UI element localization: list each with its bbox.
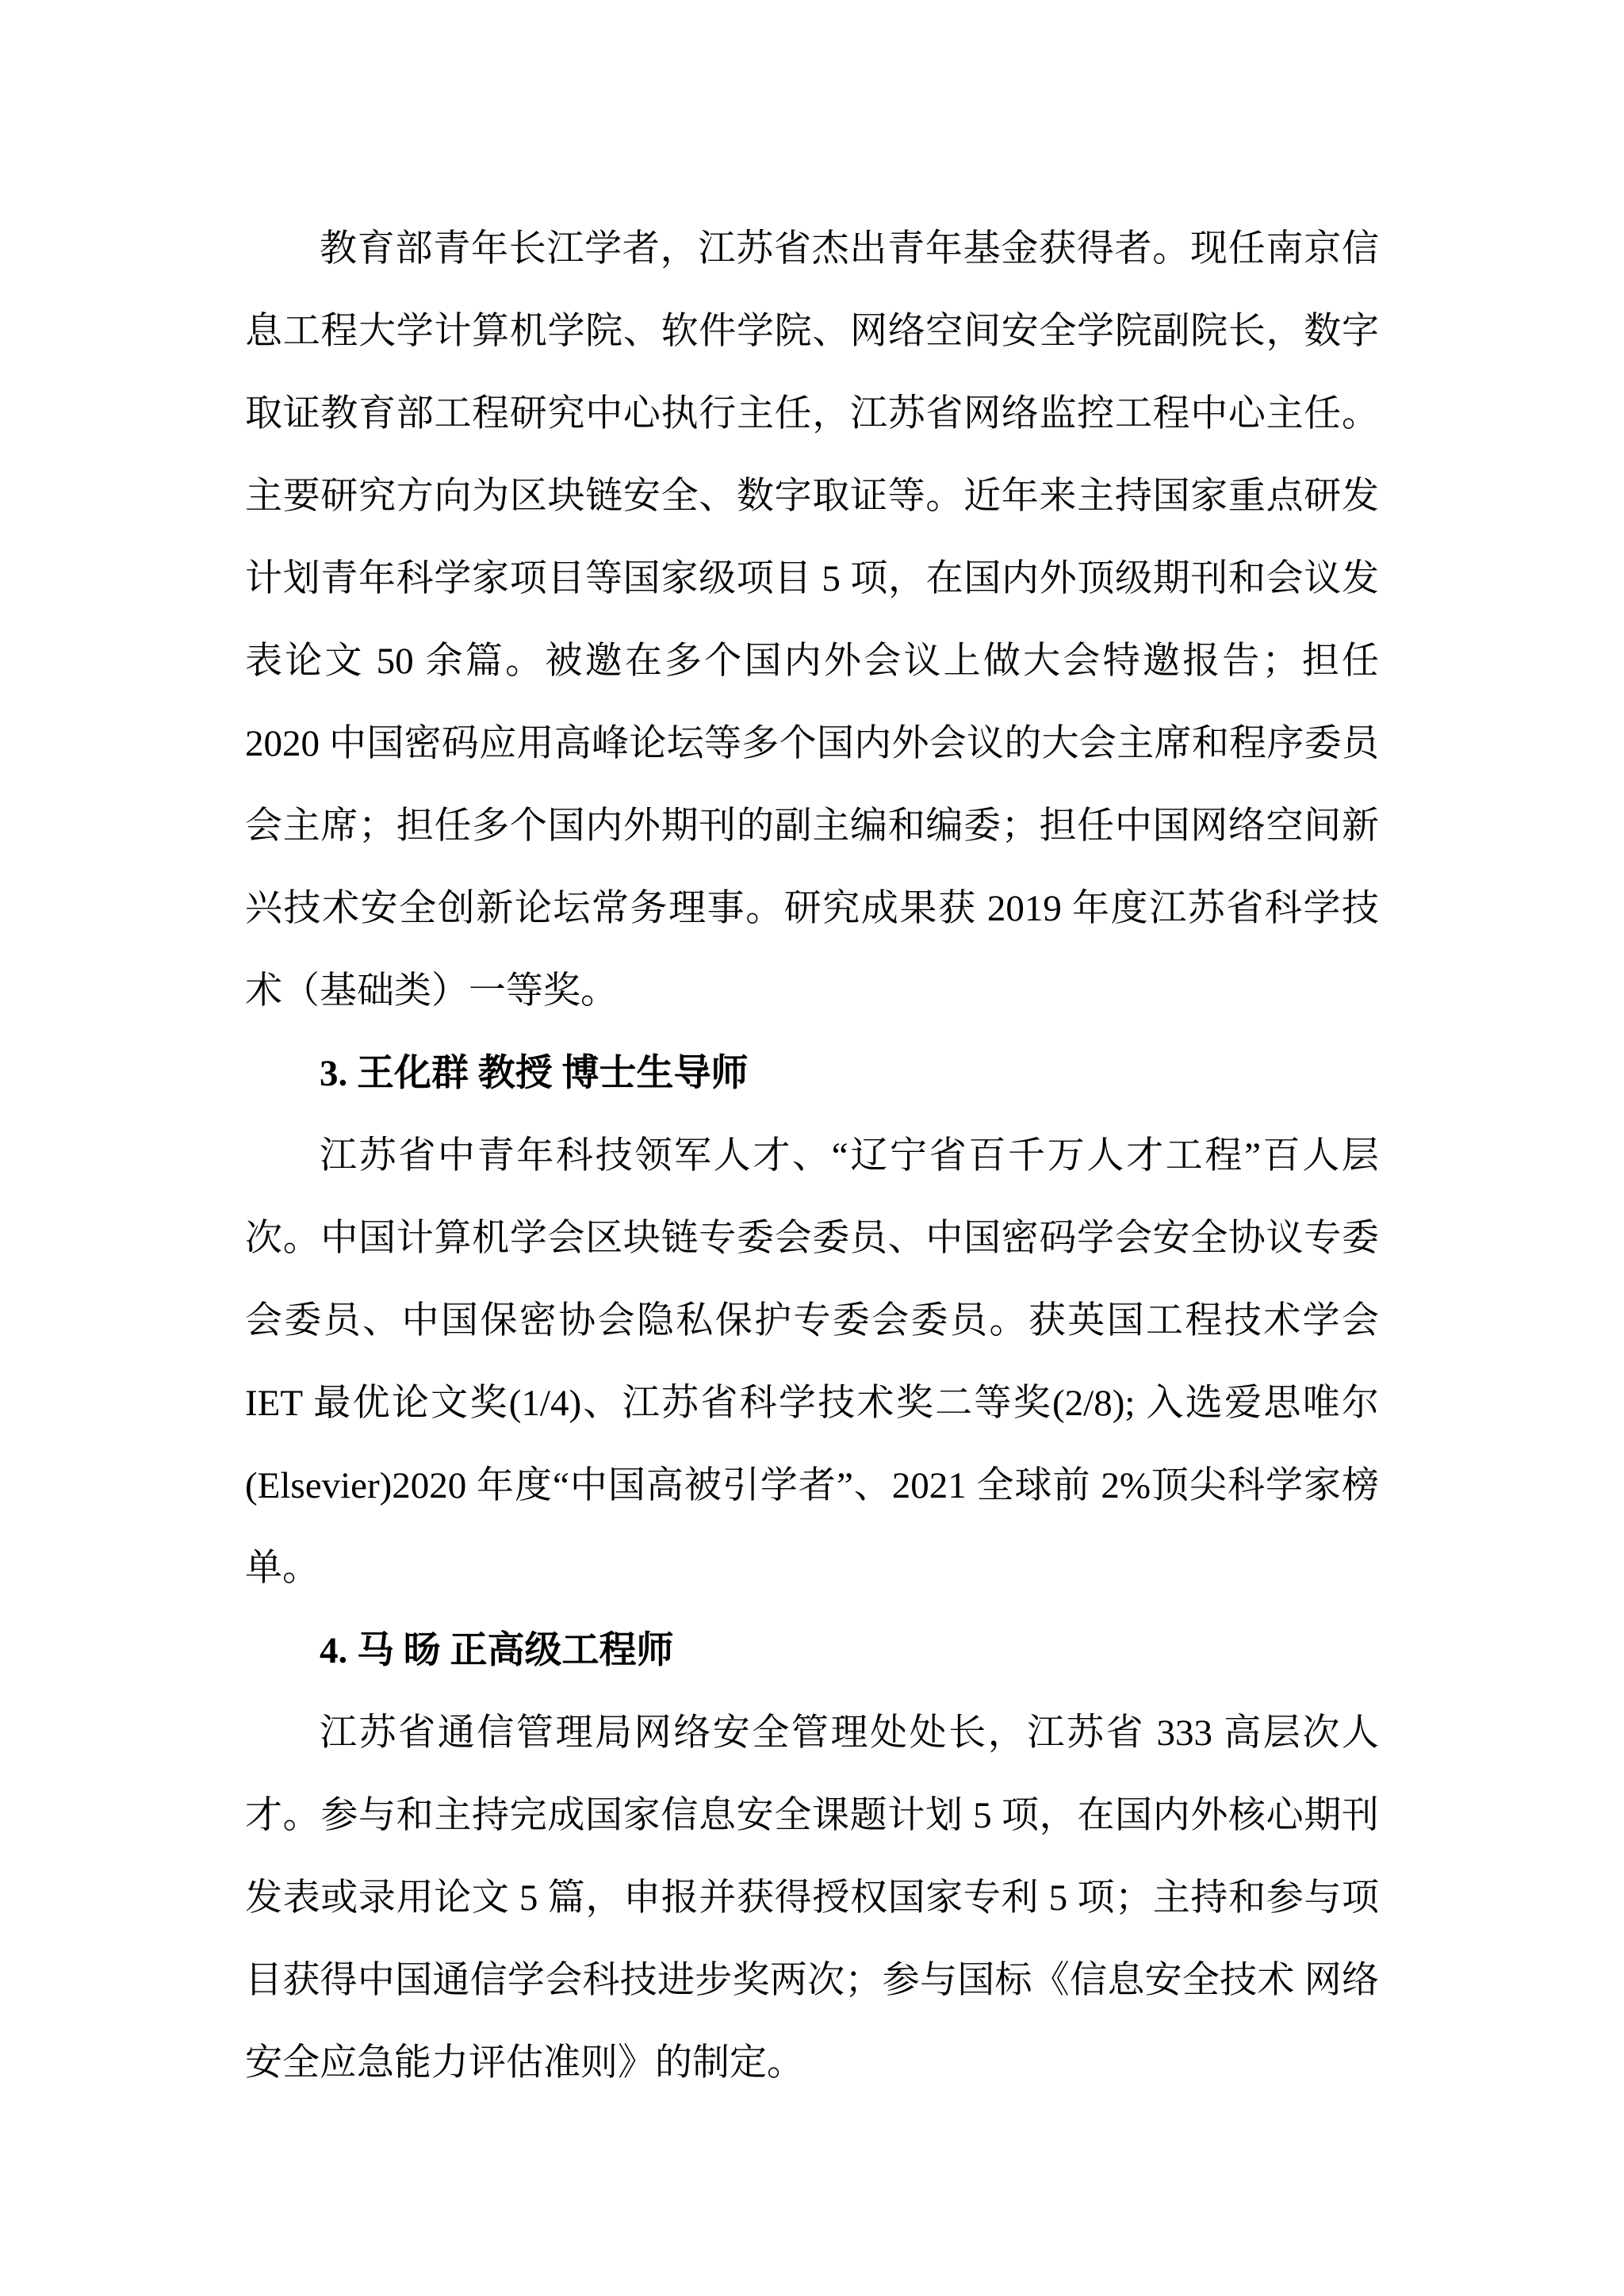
paragraph: 江苏省通信管理局网络安全管理处处长，江苏省 333 高层次人才。参与和主持完成国家信息安全课题计划 5 项，在国内外核心期刊发表或录用论文 5 篇，申报并获得授权国家专利 5 项；主持和参与项目获得中国通信学会科技进步奖两次；参与国标《信息安全技术 网络安全应急能力评估准则》的制定。 (245, 1712, 1379, 2084)
section-heading: 3. 王化群 教授 博士生导师 (320, 1053, 749, 1094)
document-body (245, 208, 1379, 2104)
paragraph: 江苏省中青年科技领军人才、“辽宁省百千万人才工程”百人层次。中国计算机学会区块链专委会委员、中国密码学会安全协议专委会委员、中国保密协会隐私保护专委会委员。获英国工程技术学会 IET 最优论文奖(1/4)、江苏省科学技术奖二等奖(2/8); 入选爱思唯尔(Elsevier)2020 年度“中国高被引学者”、2021 全球前 2%顶尖科学家榜单。 (245, 1135, 1379, 1589)
paragraph: 教育部青年长江学者，江苏省杰出青年基金获得者。现任南京信息工程大学计算机学院、软件学院、网络空间安全学院副院长，数字取证教育部工程研究中心执行主任，江苏省网络监控工程中心主任。主要研究方向为区块链安全、数字取证等。近年来主持国家重点研发计划青年科学家项目等国家级项目 5 项，在国内外顶级期刊和会议发表论文 50 余篇。被邀在多个国内外会议上做大会特邀报告；担任 2020 中国密码应用高峰论坛等多个国内外会议的大会主席和程序委员会主席；担任多个国内外期刊的副主编和编委；担任中国网络空间新兴技术安全创新论坛常务理事。研究成果获 2019 年度江苏省科学技术（基础类）一等奖。 (245, 228, 1379, 1012)
section-heading: 4. 马 旸 正高级工程师 (320, 1630, 674, 1671)
